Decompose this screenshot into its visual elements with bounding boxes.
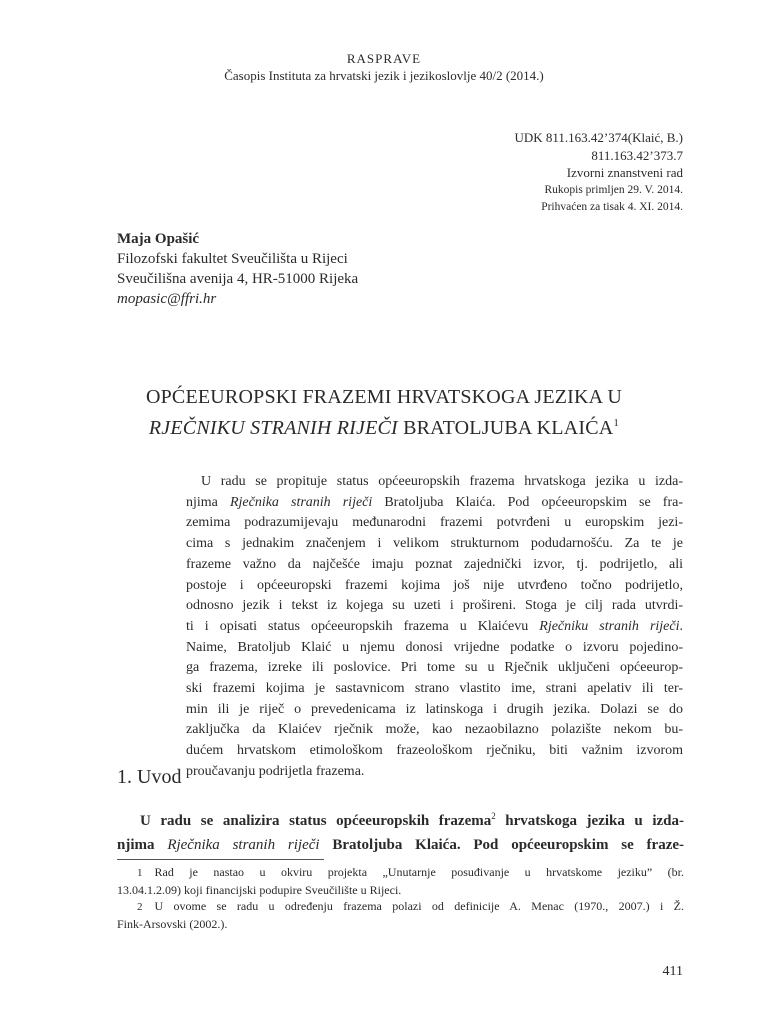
udk-code: UDK 811.163.42’374(Klaić, B.) (514, 130, 683, 145)
footnote-1-line: 13.04.1.2.09) koji financijski podupire Sveučilište u Rijeci. (117, 882, 402, 897)
title-italic-part: RJEČNIKU STRANIH RIJEČI (148, 417, 398, 439)
title-footnote-mark[interactable]: 1 (613, 417, 620, 429)
abstract-line: dućem hrvatskom etimološkom frazeološkom rječniku, biti važnim izvorom (186, 743, 683, 759)
abstract-line: ga frazema, izreke ili poslovice. Pri tome su u Rječnik uključeni općeeurop- (186, 660, 683, 676)
author-affiliation: Filozofski fakultet Sveučilišta u Rijeci (117, 251, 348, 267)
running-header-journal: Časopis Instituta za hrvatski jezik i jezikoslovlje 40/2 (2014.) (224, 68, 544, 83)
title-rest: BRATOLJUBA KLAIĆA (397, 417, 614, 439)
body-line: njima Rječnika stranih riječi Bratoljuba Klaića. Pod općeeuropskim se fraze- (117, 837, 685, 853)
running-header-section: RASPRAVE (346, 51, 422, 66)
footnote-separator (117, 859, 324, 860)
received-date: Rukopis primljen 29. V. 2014. (544, 183, 683, 196)
title-line-2 (0, 410, 768, 441)
page-number: 411 (662, 964, 683, 979)
author-address: Sveučilišna avenija 4, HR-51000 Rijeka (117, 271, 359, 287)
section-heading: 1. Uvod (117, 766, 182, 788)
footnote-2-line: 2 U ovome se radu u određenju frazema polazi od definicije A. Menac (1970., 2007.) i Ž. (137, 899, 684, 913)
author-email[interactable]: mopasic@ffri.hr (117, 291, 217, 307)
abstract-line: zemima podrazumijevaju međunarodni frazemi potvrđeni u europskim jezi- (186, 515, 683, 531)
body-text (117, 804, 684, 857)
udk-code-secondary: 811.163.42’373.7 (591, 147, 683, 163)
footnote-2-line: Fink-Arsovski (2002.). (117, 916, 228, 931)
abstract-line: postoje i općeeuropski frazemi kojima još nije utvrđeno točno podrijetlo, (186, 577, 683, 593)
footnote-number: 1 (137, 867, 143, 879)
abstract-line: U radu se propituje status općeeuropskih frazema hrvatskoga jezika u izda- (201, 474, 683, 489)
footnote-ref[interactable]: 2 (491, 811, 496, 821)
accepted-date: Prihvaćen za tisak 4. XI. 2014. (541, 201, 683, 213)
abstract-line: ti i opisati status općeeuropskih frazema u Klaićevu Rječniku stranih riječi. (186, 618, 683, 634)
abstract-line: min ili je riječ o prevedenicama iz latinskoga i drugih jezika. Dolazi se do (186, 701, 683, 717)
article-type: Izvorni znanstveni rad (566, 165, 683, 180)
abstract-line: odnosno jezik i tekst iz kojega su uzeti i prošireni. Stoga je cilj rada utvrdi- (186, 598, 683, 614)
footnotes (117, 864, 684, 932)
abstract-line: njima Rječnika stranih riječi Bratoljuba Klaića. Pod općeeuropskim se fra- (186, 494, 683, 510)
author-block (117, 229, 358, 309)
footnote-1-line: 1 Rad je nastao u okviru projekta „Unutarnje posuđivanje u hrvatskome jeziku” (br. (137, 865, 684, 879)
author-name: Maja Opašić (117, 231, 200, 247)
body-line: U radu se analizira status općeeuropskih frazema$^2$ hrvatskoga jezika u izda- (140, 811, 684, 829)
abstract-line: ski frazemi kojima je sastavnicom strano vlastito ime, strani apelativ ili ter- (186, 681, 683, 697)
abstract-line: proučavanju podrijetla frazema. (186, 763, 365, 779)
article-metadata (515, 129, 684, 217)
footnote-number: 2 (137, 901, 143, 913)
abstract-line: frazeme važno da najčešće imaju poznat zajednički izvor, tj. podrijetlo, ali (186, 556, 683, 572)
abstract (186, 472, 683, 783)
abstract-line: cima s jednakim značenjem i velikom strukturnom podudarnošću. Za te je (186, 536, 683, 552)
title-line-1: OPĆEEUROPSKI FRAZEMI HRVATSKOGA JEZIKA U (145, 386, 623, 408)
abstract-line: Naime, Bratoljub Klaić u njemu donosi vrijedne podatke o izvoru pojedino- (186, 639, 683, 655)
article-title (0, 384, 768, 441)
abstract-line: zaključka da Klaićev rječnik može, kao nezaobilazno polazište nekom bu- (186, 722, 683, 738)
